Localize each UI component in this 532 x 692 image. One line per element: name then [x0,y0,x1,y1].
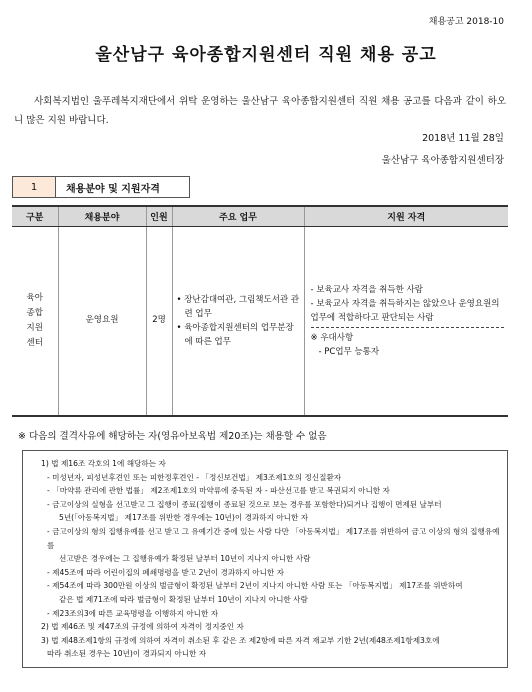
disqualification-line: - 미성년자, 피성년후견인 또는 피한정후견인 - 「정신보건법」 제3조제1호의 정신질환자 [47,472,342,482]
header-count: 인원 [146,206,172,226]
category-line: 육아 [26,292,43,303]
dashed-divider [311,327,505,328]
disqualification-line: - 제23조의3에 따른 교육명령을 이행하지 아니한 자 [47,608,219,618]
page-title: 울산남구 육아종합지원센터 직원 채용 공고 [95,45,437,65]
qualification-item: - 보육교사 자격을 취득한 사람 [310,284,423,295]
organization-name: 울산남구 육아종합지원센터장 [381,155,504,166]
preference-title: ※ 우대사항 [310,332,354,343]
field-cell: 운영요원 [58,226,146,416]
qualifications-cell [304,226,508,416]
section-number: 1 [12,176,56,198]
category-cell [12,226,58,416]
header-category: 구분 [12,206,58,226]
disqualification-line: 같은 법 제71조에 따라 벌금형이 확정된 날부터 10년이 지나지 아니한 사람 [59,594,308,604]
table-header-row [12,206,508,226]
disqualification-line: 3) 법 제48조제1항의 규정에 의하여 자격이 취소된 후 같은 조 제2항에 따른 자격 재교부 기한 2년(제48조제1항제3호에 [41,635,440,645]
disqualification-line: - 제45조에 따라 어린이집의 폐쇄명령을 받고 2년이 경과하지 아니한 자 [47,567,285,577]
disqualification-line: - 금고이상의 실형을 선고받고 그 집행이 종료(집행이 종료된 것으로 보는 경우를 포함한다)되거나 집행이 면제된 날부터 [47,499,442,509]
category-line: 센터 [26,337,43,348]
duty-item: • 육아종합지원센터의 업무분장에 따른 업무 [176,322,294,347]
intro-paragraph: 사회복지법인 울푸레복지재단에서 위탁 운영하는 울산남구 육아종합지원센터 직원 채용 공고를 다음과 같이 하오니 많은 지원 바랍니다. [14,96,506,126]
disqualification-line: - 금고이상의 형의 집행유예를 선고 받고 그 유예기간 중에 있는 사람 다만 「아동복지법」 제17조를 위반하여 금고 이상의 형의 집행유예를 [47,526,500,550]
table-row [12,226,508,416]
disqualification-line: 2) 법 제46조 및 제47조의 규정에 의하여 자격이 정지중인 자 [41,622,244,632]
header-qualifications: 지원 자격 [304,206,508,226]
preference-item: - PC업무 능통자 [318,346,380,357]
qualification-item: - 보육교사 자격을 취득하지는 않았으나 운영요원의 업무에 적합하다고 판단되는 사람 [310,298,500,323]
recruitment-table [12,205,508,417]
disqualification-box [22,450,508,668]
disqualification-heading: ※ 다음의 결격사유에 해당하는 자(영유아보육법 제20조)는 채용할 수 없음 [18,431,327,442]
count-cell: 2명 [146,226,172,416]
disqualification-line: - 제54조에 따라 300만원 이상의 벌금형이 확정된 날부터 2년이 지나지 아니한 사람 또는 「아동복지법」 제17조를 위반하여 [47,581,463,591]
disqualification-line: 5년(「아동복지법」 제17조를 위반한 경우에는 10년)이 경과하지 아니한 자 [59,513,309,523]
section-heading [12,176,190,198]
notice-date: 2018년 11월 28일 [422,133,504,144]
category-line: 지원 [26,322,43,333]
category-line: 종합 [26,307,43,318]
disqualification-line: 1) 법 제16조 각호의 1에 해당하는 자 [41,459,166,468]
section-title: 채용분야 및 지원자격 [56,176,190,198]
header-duties: 주요 업무 [172,206,304,226]
disqualification-line: 따라 취소된 경우는 10년)이 경과되지 아니한 자 [47,649,207,659]
duties-cell [172,226,304,416]
duty-item: • 장난감대여관, 그림책도서관 관련 업무 [176,294,300,319]
header-field: 채용분야 [58,206,146,226]
notice-number: 채용공고 2018-10 [428,17,504,27]
disqualification-line: 선고받은 경우에는 그 집행유예가 확정된 날부터 10년이 지나지 아니한 사람 [59,554,311,564]
disqualification-line: - 「마약류 관리에 관한 법률」 제2조제1호의 마약류에 중독된 자 - 파산선고를 받고 복권되지 아니한 자 [47,486,390,496]
